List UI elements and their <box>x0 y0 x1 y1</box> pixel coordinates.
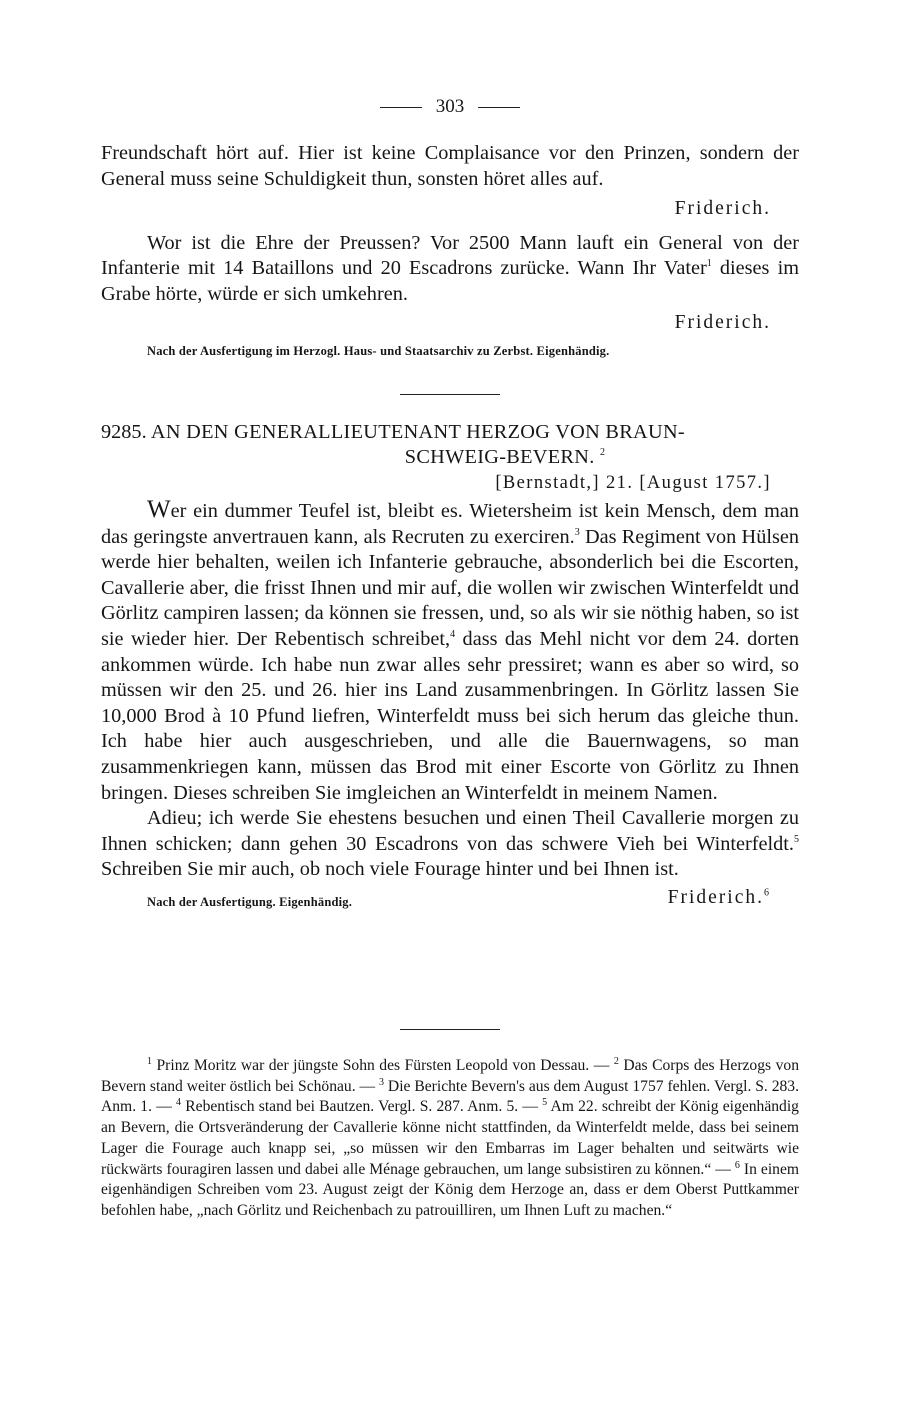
letter-number: 9285. <box>101 421 147 443</box>
previous-letter-source: Nach der Ausfertigung im Herzogl. Haus- und Staatsarchiv zu Zerbst. Eigenhändig. <box>147 344 610 359</box>
footnote-mark-5: 5 <box>542 1097 548 1109</box>
letter-para-2 <box>101 806 799 883</box>
footnote-3: Die Berichte Bevern's aus dem August 1757 fehlen. Vergl. S. 283. Anm. 1. — <box>101 1077 800 1116</box>
footnote-ref-4: 4 <box>450 629 456 641</box>
letter-source: Nach der Ausfertigung. Eigenhändig. <box>147 894 353 909</box>
letter-signature-text: Friderich. <box>667 886 764 908</box>
footnote-4: Rebentisch stand bei Bautzen. Vergl. S. 287. Anm. 5. — <box>181 1098 543 1116</box>
letter-closing <box>101 885 799 915</box>
footnote-ref-5: 5 <box>794 833 799 845</box>
footnote-ref-3: 3 <box>574 526 580 538</box>
para-2-text-a: Wor ist die Ehre der Preussen? Vor 2500 Mann lauft ein General von der Infanterie mit 14 Bataillons und 20 Escadrons zurücke. Wann Ihr Vater <box>101 231 799 280</box>
letter-9285 <box>101 420 799 915</box>
footnote-5: Am 22. schreibt der König eigenhändig an Bevern, die Ortsveränderung der Cavallerie könne nicht stattfinden, da Winterfeldt melde, dass bei seinem Lager die Fourage auch knapp sei, „so müssen wir den Embarras im Lager behalten und seitwärts wie rückwärts fouragiren lassen und dabei alle Ménage gebrauchen, um lange subsistiren zu können.“ — <box>101 1098 799 1178</box>
previous-letter-para-2 <box>101 231 799 308</box>
footnote-mark-1: 1 <box>147 1055 152 1067</box>
letter-para-1-text-b: Das Regiment von Hülsen werde hier behalten, weilen ich Infanterie gebrauche, absonderlich bei die Escorten, Cavallerie aber, die frisst Ihnen und mir auf, die wollen wir zwischen Winterfeldt und Görlitz campiren lassen; da können sie fressen, und, so als wir sie nöthig haben, so ist sie wieder hier. Der Rebentisch schreibet, <box>101 525 799 650</box>
previous-letter-signature-1: Friderich. <box>674 198 771 220</box>
letter-heading-line-2 <box>101 445 799 470</box>
footnotes-block <box>101 1056 799 1222</box>
footnote-ref-1: 1 <box>706 258 712 270</box>
heading-text-2: SCHWEIG-BEVERN. <box>404 446 595 468</box>
footnote-6: In einem eigenhändigen Schreiben vom 23. August zeigt der König dem Herzoge an, dass er dem Oberst Puttkammer befohlen habe, „nach Görlitz und Reichenbach zu patrouilliren, um Ihnen Luft zu machen.“ <box>101 1160 800 1219</box>
header-dash-right <box>478 107 520 108</box>
letter-para-1-text-a: er ein dummer Teufel ist, bleibt es. Wietersheim ist kein Mensch, dem man das geringste anvertrauen kann, als Recruten zu exerciren. <box>101 500 799 548</box>
letter-para-2-text-b: Schreiben Sie mir auch, ob noch viele Fourage hinter und bei Ihnen ist. <box>101 858 679 881</box>
footnote-2: Das Corps des Herzogs von Bevern stand weiter östlich bei Schönau. — <box>101 1057 799 1095</box>
letter-para-1-text-c: dass das Mehl nicht vor dem 24. dorten ankommen würde. Ich habe nun zwar alles sehr pressiret; wann es aber so wird, so müssen wir den 25. und 26. hier ins Land zusammenbringen. In Görlitz lassen Sie 10,000 Brod à 10 Pfund liefren, Winterfeldt muss bei sich herum das gleiche thun. Ich habe hier auch ausgeschrieben, und alle die Bauernwagens, so man zusammenkriegen kann, müssen das Brod mit einer Escorte von Görlitz zu Ihnen bringen. Dieses schreiben Sie imgleichen an Winterfeldt in meinem Namen. <box>101 627 799 804</box>
separator-rule-1 <box>400 394 500 395</box>
footnote-mark-3: 3 <box>379 1076 385 1088</box>
footnote-1: Prinz Moritz war der jüngste Sohn des Fürsten Leopold von Dessau. — <box>152 1057 614 1074</box>
letter-body <box>101 497 799 883</box>
letter-para-2-text-a: Adieu; ich werde Sie ehestens besuchen und einen Theil Cavallerie morgen zu Ihnen schicken; dann gehen 30 Escadrons von das schwere Vieh bei Winterfeldt. <box>101 807 799 855</box>
letter-heading <box>101 420 799 470</box>
letter-para-1 <box>101 497 799 806</box>
previous-letter <box>101 141 799 365</box>
footnote-rule <box>400 1029 500 1030</box>
previous-letter-signature-2: Friderich. <box>674 311 771 333</box>
footnote-ref-6: 6 <box>764 887 771 899</box>
previous-letter-para-1: Freundschaft hört auf. Hier ist keine Complaisance vor den Prinzen, sondern der General muss seine Schuldigkeit thun, sonsten höret alles auf. <box>101 142 799 190</box>
footnotes <box>101 1056 799 1222</box>
letter-signature <box>668 887 771 909</box>
footnote-ref-2: 2 <box>599 447 606 459</box>
para-2-text-b: dieses im Grabe hörte, würde er sich umkehren. <box>101 257 799 305</box>
footnote-mark-6: 6 <box>734 1159 740 1171</box>
page-number: 303 <box>435 96 465 117</box>
letter-heading-line-1 <box>101 420 799 445</box>
drop-letter: W <box>147 496 171 523</box>
footnote-mark-2: 2 <box>613 1055 619 1067</box>
page-header <box>101 96 799 118</box>
letter-dateline: [Bernstadt,] 21. [August 1757.] <box>495 473 771 493</box>
footnote-mark-4: 4 <box>176 1097 182 1109</box>
heading-text-1: AN DEN GENERALLIEUTENANT HERZOG VON BRAUN- <box>150 421 685 443</box>
header-dash-left <box>380 107 422 108</box>
